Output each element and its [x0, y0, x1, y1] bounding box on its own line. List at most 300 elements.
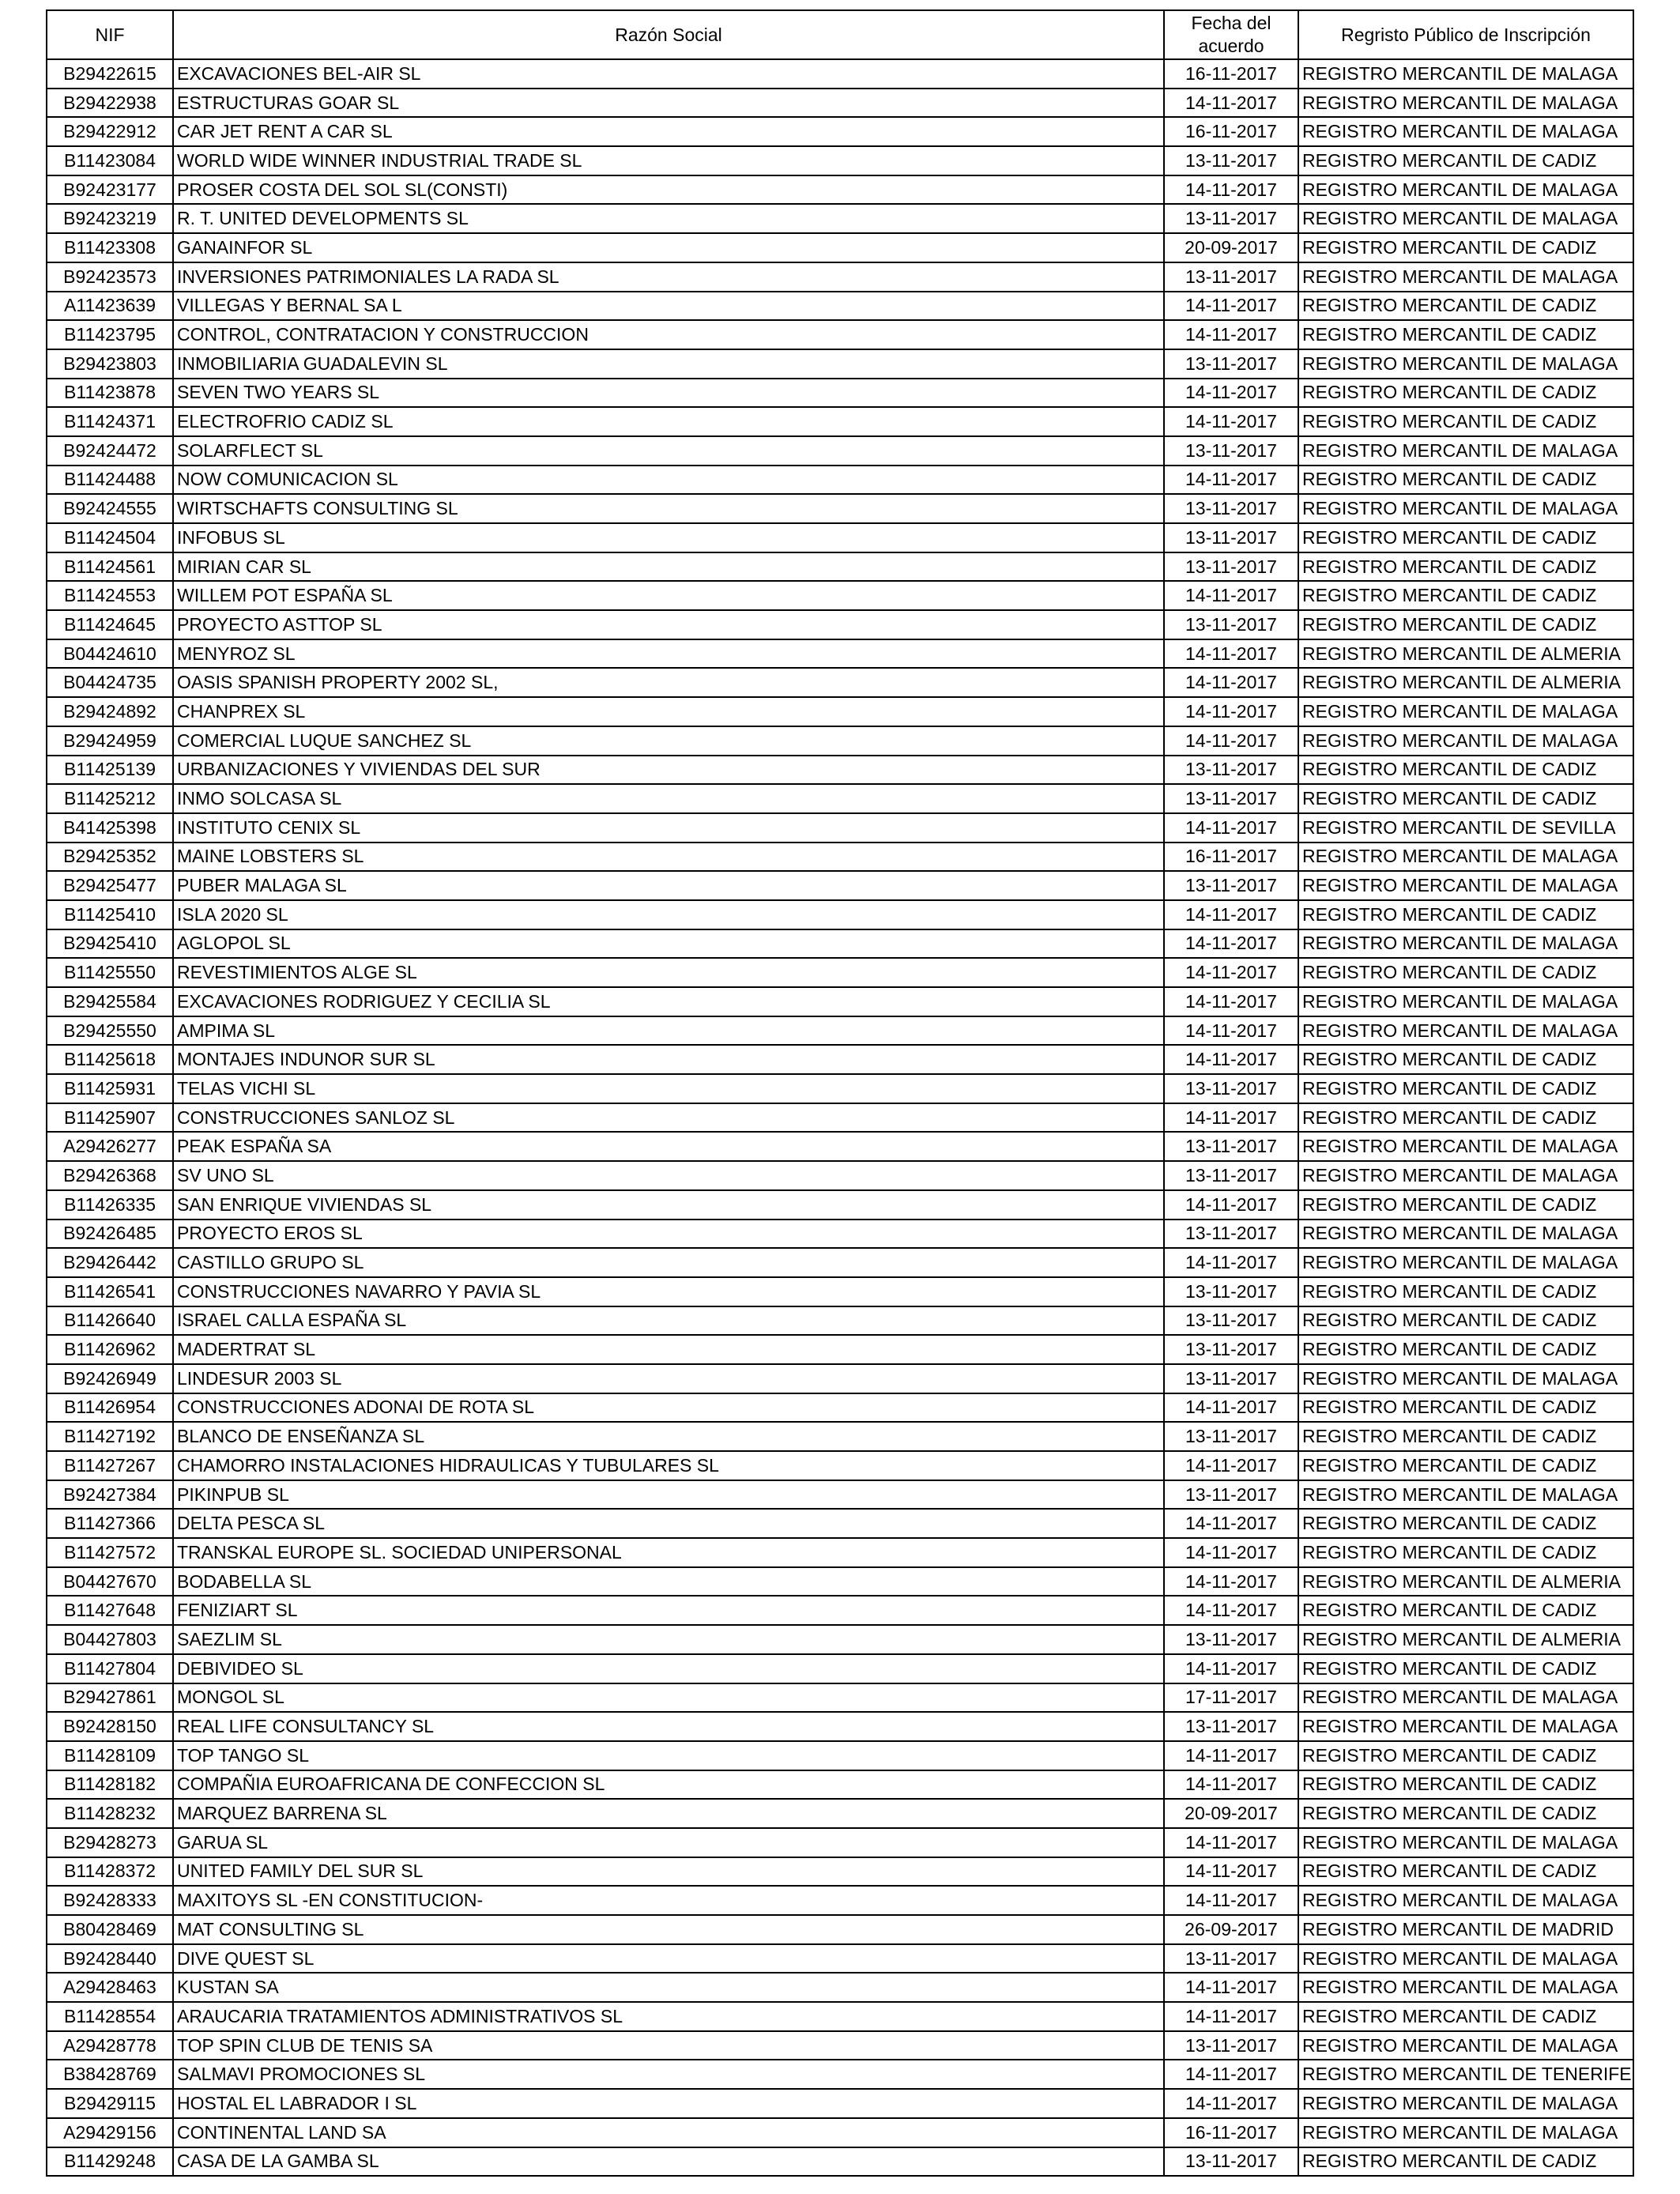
registro-cell: REGISTRO MERCANTIL DE CADIZ [1298, 379, 1633, 408]
fecha-cell: 20-09-2017 [1164, 1799, 1298, 1828]
fecha-cell: 13-11-2017 [1164, 523, 1298, 552]
fecha-cell: 13-11-2017 [1164, 871, 1298, 900]
fecha-cell: 16-11-2017 [1164, 117, 1298, 146]
table-row [47, 1422, 1633, 1451]
nif-cell: B29425352 [47, 843, 173, 872]
fecha-cell: 14-11-2017 [1164, 1045, 1298, 1074]
registro-cell: REGISTRO MERCANTIL DE CADIZ [1298, 1596, 1633, 1625]
registro-cell: REGISTRO MERCANTIL DE MALAGA [1298, 1248, 1633, 1277]
razon-social-cell: CONSTRUCCIONES SANLOZ SL [173, 1103, 1164, 1133]
razon-social-cell: INSTITUTO CENIX SL [173, 813, 1164, 843]
table-row [47, 1625, 1633, 1654]
registro-cell: REGISTRO MERCANTIL DE CADIZ [1298, 320, 1633, 349]
fecha-cell: 13-11-2017 [1164, 494, 1298, 523]
nif-cell: B11423084 [47, 146, 173, 175]
table-row [47, 987, 1633, 1016]
registry-table [46, 9, 1634, 2177]
registro-cell: REGISTRO MERCANTIL DE CADIZ [1298, 1393, 1633, 1423]
table-row [47, 466, 1633, 495]
nif-cell: B11423308 [47, 233, 173, 262]
razon-social-cell: CAR JET RENT A CAR SL [173, 117, 1164, 146]
razon-social-cell: KUSTAN SA [173, 1973, 1164, 2002]
fecha-cell: 13-11-2017 [1164, 1074, 1298, 1103]
table-row [47, 1770, 1633, 1800]
registro-cell: REGISTRO MERCANTIL DE MALAGA [1298, 1712, 1633, 1741]
table-row [47, 1074, 1633, 1103]
razon-social-cell: SALMAVI PROMOCIONES SL [173, 2060, 1164, 2089]
registro-cell: REGISTRO MERCANTIL DE CADIZ [1298, 233, 1633, 262]
razon-social-cell: UNITED FAMILY DEL SUR SL [173, 1857, 1164, 1887]
registro-cell: REGISTRO MERCANTIL DE MALAGA [1298, 1886, 1633, 1915]
nif-cell: B29425410 [47, 929, 173, 959]
nif-cell: B92426949 [47, 1364, 173, 1393]
razon-social-cell: PROYECTO ASTTOP SL [173, 610, 1164, 639]
fecha-cell: 13-11-2017 [1164, 436, 1298, 466]
nif-cell: B11427366 [47, 1509, 173, 1538]
table-row [47, 1828, 1633, 1857]
nif-cell: B11423795 [47, 320, 173, 349]
table-row [47, 1277, 1633, 1306]
registro-cell: REGISTRO MERCANTIL DE CADIZ [1298, 2147, 1633, 2177]
table-row [47, 523, 1633, 552]
registro-cell: REGISTRO MERCANTIL DE SEVILLA [1298, 813, 1633, 843]
nif-cell: B11424645 [47, 610, 173, 639]
registro-cell: REGISTRO MERCANTIL DE CADIZ [1298, 292, 1633, 321]
table-row [47, 1944, 1633, 1973]
fecha-cell: 14-11-2017 [1164, 1567, 1298, 1596]
registro-cell: REGISTRO MERCANTIL DE CADIZ [1298, 466, 1633, 495]
registro-cell: REGISTRO MERCANTIL DE MALAGA [1298, 843, 1633, 872]
nif-cell: B11425907 [47, 1103, 173, 1133]
header-row [47, 10, 1633, 59]
razon-social-cell: SAEZLIM SL [173, 1625, 1164, 1654]
table-row [47, 958, 1633, 987]
nif-cell: B41425398 [47, 813, 173, 843]
razon-social-cell: BODABELLA SL [173, 1567, 1164, 1596]
razon-social-cell: TRANSKAL EUROPE SL. SOCIEDAD UNIPERSONAL [173, 1538, 1164, 1567]
registro-cell: REGISTRO MERCANTIL DE MALAGA [1298, 117, 1633, 146]
table-body [47, 59, 1633, 2176]
registro-cell: REGISTRO MERCANTIL DE MALAGA [1298, 1220, 1633, 1249]
fecha-cell: 14-11-2017 [1164, 697, 1298, 726]
table-row [47, 494, 1633, 523]
fecha-cell: 13-11-2017 [1164, 1944, 1298, 1973]
registro-cell: REGISTRO MERCANTIL DE CADIZ [1298, 1799, 1633, 1828]
nif-cell: B11424488 [47, 466, 173, 495]
nif-cell: B11428554 [47, 2002, 173, 2031]
fecha-cell: 16-11-2017 [1164, 59, 1298, 89]
nif-cell: B11425410 [47, 900, 173, 929]
table-row [47, 2002, 1633, 2031]
registro-cell: REGISTRO MERCANTIL DE MALAGA [1298, 726, 1633, 756]
registro-cell: REGISTRO MERCANTIL DE CADIZ [1298, 1857, 1633, 1887]
nif-cell: B29426442 [47, 1248, 173, 1277]
nif-cell: B92426485 [47, 1220, 173, 1249]
registro-cell: REGISTRO MERCANTIL DE CADIZ [1298, 1741, 1633, 1770]
registro-cell: REGISTRO MERCANTIL DE MALAGA [1298, 1828, 1633, 1857]
fecha-cell: 13-11-2017 [1164, 1161, 1298, 1190]
registro-cell: REGISTRO MERCANTIL DE CADIZ [1298, 1422, 1633, 1451]
table-row [47, 639, 1633, 669]
fecha-cell: 13-11-2017 [1164, 2147, 1298, 2177]
registro-cell: REGISTRO MERCANTIL DE MALAGA [1298, 2118, 1633, 2147]
razon-social-cell: INFOBUS SL [173, 523, 1164, 552]
table-row [47, 2118, 1633, 2147]
table-row [47, 1451, 1633, 1480]
table-row [47, 900, 1633, 929]
fecha-cell: 14-11-2017 [1164, 1190, 1298, 1220]
fecha-cell: 14-11-2017 [1164, 958, 1298, 987]
fecha-cell: 14-11-2017 [1164, 1770, 1298, 1800]
table-row [47, 784, 1633, 813]
razon-social-cell: ELECTROFRIO CADIZ SL [173, 407, 1164, 436]
fecha-cell: 14-11-2017 [1164, 929, 1298, 959]
razon-social-cell: R. T. UNITED DEVELOPMENTS SL [173, 204, 1164, 233]
razon-social-cell: CONSTRUCCIONES ADONAI DE ROTA SL [173, 1393, 1164, 1423]
razon-social-cell: AGLOPOL SL [173, 929, 1164, 959]
razon-social-cell: MENYROZ SL [173, 639, 1164, 669]
table-row [47, 1103, 1633, 1133]
table-row [47, 1306, 1633, 1336]
header-fecha-acuerdo: Fecha del acuerdo [1164, 10, 1298, 59]
nif-cell: B11426954 [47, 1393, 173, 1423]
razon-social-cell: CONTROL, CONTRATACION Y CONSTRUCCION [173, 320, 1164, 349]
razon-social-cell: SEVEN TWO YEARS SL [173, 379, 1164, 408]
nif-cell: B11426541 [47, 1277, 173, 1306]
registro-cell: REGISTRO MERCANTIL DE MALAGA [1298, 494, 1633, 523]
razon-social-cell: CASTILLO GRUPO SL [173, 1248, 1164, 1277]
registro-cell: REGISTRO MERCANTIL DE ALMERIA [1298, 639, 1633, 669]
registro-cell: REGISTRO MERCANTIL DE CADIZ [1298, 407, 1633, 436]
table-row [47, 1886, 1633, 1915]
nif-cell: A29429156 [47, 2118, 173, 2147]
registro-cell: REGISTRO MERCANTIL DE MALAGA [1298, 89, 1633, 118]
razon-social-cell: AMPIMA SL [173, 1016, 1164, 1046]
razon-social-cell: MONTAJES INDUNOR SUR SL [173, 1045, 1164, 1074]
razon-social-cell: PEAK ESPAÑA SA [173, 1132, 1164, 1161]
registro-cell: REGISTRO MERCANTIL DE CADIZ [1298, 1335, 1633, 1364]
registro-cell: REGISTRO MERCANTIL DE MALAGA [1298, 1683, 1633, 1713]
razon-social-cell: GARUA SL [173, 1828, 1164, 1857]
registro-cell: REGISTRO MERCANTIL DE MALAGA [1298, 175, 1633, 205]
nif-cell: B11427572 [47, 1538, 173, 1567]
razon-social-cell: INMOBILIARIA GUADALEVIN SL [173, 349, 1164, 379]
table-row [47, 436, 1633, 466]
fecha-cell: 14-11-2017 [1164, 1828, 1298, 1857]
nif-cell: B11425618 [47, 1045, 173, 1074]
table-row [47, 1509, 1633, 1538]
nif-cell: B11428372 [47, 1857, 173, 1887]
razon-social-cell: DIVE QUEST SL [173, 1944, 1164, 1973]
fecha-cell: 14-11-2017 [1164, 987, 1298, 1016]
table-row [47, 610, 1633, 639]
fecha-cell: 13-11-2017 [1164, 2031, 1298, 2060]
table-row [47, 2031, 1633, 2060]
nif-cell: B92423219 [47, 204, 173, 233]
fecha-cell: 14-11-2017 [1164, 1741, 1298, 1770]
nif-cell: A29426277 [47, 1132, 173, 1161]
fecha-cell: 14-11-2017 [1164, 89, 1298, 118]
fecha-cell: 14-11-2017 [1164, 292, 1298, 321]
nif-cell: B92424555 [47, 494, 173, 523]
table-row [47, 668, 1633, 697]
table-row [47, 1335, 1633, 1364]
registro-cell: REGISTRO MERCANTIL DE ALMERIA [1298, 668, 1633, 697]
fecha-cell: 13-11-2017 [1164, 1712, 1298, 1741]
nif-cell: A29428778 [47, 2031, 173, 2060]
registro-cell: REGISTRO MERCANTIL DE CADIZ [1298, 552, 1633, 582]
fecha-cell: 16-11-2017 [1164, 843, 1298, 872]
table-row [47, 1857, 1633, 1887]
nif-cell: B11424561 [47, 552, 173, 582]
razon-social-cell: CONSTRUCCIONES NAVARRO Y PAVIA SL [173, 1277, 1164, 1306]
table-row [47, 1973, 1633, 2002]
fecha-cell: 14-11-2017 [1164, 668, 1298, 697]
nif-cell: A11423639 [47, 292, 173, 321]
fecha-cell: 14-11-2017 [1164, 639, 1298, 669]
registro-cell: REGISTRO MERCANTIL DE MALAGA [1298, 2031, 1633, 2060]
table-row [47, 379, 1633, 408]
fecha-cell: 13-11-2017 [1164, 1480, 1298, 1510]
nif-cell: B11425931 [47, 1074, 173, 1103]
table-row [47, 1683, 1633, 1713]
razon-social-cell: COMERCIAL LUQUE SANCHEZ SL [173, 726, 1164, 756]
razon-social-cell: TOP SPIN CLUB DE TENIS SA [173, 2031, 1164, 2060]
razon-social-cell: WORLD WIDE WINNER INDUSTRIAL TRADE SL [173, 146, 1164, 175]
fecha-cell: 13-11-2017 [1164, 784, 1298, 813]
table-row [47, 59, 1633, 89]
fecha-cell: 14-11-2017 [1164, 1654, 1298, 1683]
table-row [47, 1248, 1633, 1277]
table-row [47, 1161, 1633, 1190]
nif-cell: B29427861 [47, 1683, 173, 1713]
fecha-cell: 14-11-2017 [1164, 1016, 1298, 1046]
razon-social-cell: INVERSIONES PATRIMONIALES LA RADA SL [173, 262, 1164, 292]
razon-social-cell: WIRTSCHAFTS CONSULTING SL [173, 494, 1164, 523]
nif-cell: B29424959 [47, 726, 173, 756]
table-row [47, 1741, 1633, 1770]
registro-cell: REGISTRO MERCANTIL DE MALAGA [1298, 1132, 1633, 1161]
fecha-cell: 14-11-2017 [1164, 379, 1298, 408]
table-row [47, 1567, 1633, 1596]
table-row [47, 2147, 1633, 2177]
registro-cell: REGISTRO MERCANTIL DE CADIZ [1298, 784, 1633, 813]
registro-cell: REGISTRO MERCANTIL DE CADIZ [1298, 1045, 1633, 1074]
nif-cell: B11423878 [47, 379, 173, 408]
fecha-cell: 14-11-2017 [1164, 900, 1298, 929]
fecha-cell: 14-11-2017 [1164, 175, 1298, 205]
fecha-cell: 13-11-2017 [1164, 1306, 1298, 1336]
razon-social-cell: EXCAVACIONES BEL-AIR SL [173, 59, 1164, 89]
registro-cell: REGISTRO MERCANTIL DE TENERIFE [1298, 2060, 1633, 2089]
razon-social-cell: CASA DE LA GAMBA SL [173, 2147, 1164, 2177]
fecha-cell: 14-11-2017 [1164, 2060, 1298, 2089]
registro-cell: REGISTRO MERCANTIL DE MALAGA [1298, 871, 1633, 900]
table-row [47, 320, 1633, 349]
razon-social-cell: PROSER COSTA DEL SOL SL(CONSTI) [173, 175, 1164, 205]
nif-cell: B29425550 [47, 1016, 173, 1046]
table-row [47, 233, 1633, 262]
table-row [47, 349, 1633, 379]
table-row [47, 1190, 1633, 1220]
razon-social-cell: DELTA PESCA SL [173, 1509, 1164, 1538]
registro-cell: REGISTRO MERCANTIL DE CADIZ [1298, 900, 1633, 929]
fecha-cell: 14-11-2017 [1164, 813, 1298, 843]
nif-cell: B29425477 [47, 871, 173, 900]
nif-cell: B11427192 [47, 1422, 173, 1451]
table-row [47, 1480, 1633, 1510]
fecha-cell: 14-11-2017 [1164, 1248, 1298, 1277]
header-registro: Regristo Público de Inscripción [1298, 10, 1633, 59]
razon-social-cell: MIRIAN CAR SL [173, 552, 1164, 582]
registro-cell: REGISTRO MERCANTIL DE CADIZ [1298, 958, 1633, 987]
registro-cell: REGISTRO MERCANTIL DE CADIZ [1298, 523, 1633, 552]
nif-cell: B11428182 [47, 1770, 173, 1800]
nif-cell: B29423803 [47, 349, 173, 379]
table-row [47, 175, 1633, 205]
nif-cell: B29426368 [47, 1161, 173, 1190]
razon-social-cell: PUBER MALAGA SL [173, 871, 1164, 900]
table-row [47, 1220, 1633, 1249]
registro-cell: REGISTRO MERCANTIL DE MALAGA [1298, 204, 1633, 233]
registro-cell: REGISTRO MERCANTIL DE MALAGA [1298, 1016, 1633, 1046]
fecha-cell: 14-11-2017 [1164, 466, 1298, 495]
fecha-cell: 13-11-2017 [1164, 1277, 1298, 1306]
header-razon-social: Razón Social [173, 10, 1164, 59]
fecha-cell: 13-11-2017 [1164, 552, 1298, 582]
razon-social-cell: WILLEM POT ESPAÑA SL [173, 581, 1164, 610]
registro-cell: REGISTRO MERCANTIL DE CADIZ [1298, 1190, 1633, 1220]
registro-cell: REGISTRO MERCANTIL DE CADIZ [1298, 1074, 1633, 1103]
table-row [47, 1712, 1633, 1741]
nif-cell: B11427804 [47, 1654, 173, 1683]
table-row [47, 726, 1633, 756]
table-row [47, 843, 1633, 872]
razon-social-cell: ISLA 2020 SL [173, 900, 1164, 929]
table-row [47, 1799, 1633, 1828]
nif-cell: B92428440 [47, 1944, 173, 1973]
registro-cell: REGISTRO MERCANTIL DE CADIZ [1298, 581, 1633, 610]
fecha-cell: 13-11-2017 [1164, 1335, 1298, 1364]
fecha-cell: 14-11-2017 [1164, 1103, 1298, 1133]
nif-cell: B11427267 [47, 1451, 173, 1480]
registro-cell: REGISTRO MERCANTIL DE MALAGA [1298, 349, 1633, 379]
razon-social-cell: SOLARFLECT SL [173, 436, 1164, 466]
table-row [47, 2060, 1633, 2089]
razon-social-cell: MADERTRAT SL [173, 1335, 1164, 1364]
registro-cell: REGISTRO MERCANTIL DE MALAGA [1298, 1944, 1633, 1973]
table-row [47, 117, 1633, 146]
razon-social-cell: MARQUEZ BARRENA SL [173, 1799, 1164, 1828]
nif-cell: B04427670 [47, 1567, 173, 1596]
nif-cell: A29428463 [47, 1973, 173, 2002]
razon-social-cell: EXCAVACIONES RODRIGUEZ Y CECILIA SL [173, 987, 1164, 1016]
registro-cell: REGISTRO MERCANTIL DE CADIZ [1298, 2002, 1633, 2031]
registro-cell: REGISTRO MERCANTIL DE CADIZ [1298, 1451, 1633, 1480]
registro-cell: REGISTRO MERCANTIL DE MALAGA [1298, 1480, 1633, 1510]
razon-social-cell: ARAUCARIA TRATAMIENTOS ADMINISTRATIVOS SL [173, 2002, 1164, 2031]
razon-social-cell: OASIS SPANISH PROPERTY 2002 SL, [173, 668, 1164, 697]
nif-cell: B92423177 [47, 175, 173, 205]
registro-cell: REGISTRO MERCANTIL DE CADIZ [1298, 1103, 1633, 1133]
header-nif: NIF [47, 10, 173, 59]
table-row [47, 581, 1633, 610]
table-row [47, 1364, 1633, 1393]
nif-cell: B11425212 [47, 784, 173, 813]
nif-cell: B92424472 [47, 436, 173, 466]
fecha-cell: 14-11-2017 [1164, 1538, 1298, 1567]
nif-cell: B11424553 [47, 581, 173, 610]
nif-cell: B11429248 [47, 2147, 173, 2177]
nif-cell: B11428232 [47, 1799, 173, 1828]
razon-social-cell: CHANPREX SL [173, 697, 1164, 726]
razon-social-cell: URBANIZACIONES Y VIVIENDAS DEL SUR [173, 756, 1164, 785]
nif-cell: B29422912 [47, 117, 173, 146]
table-row [47, 89, 1633, 118]
fecha-cell: 14-11-2017 [1164, 1596, 1298, 1625]
fecha-cell: 14-11-2017 [1164, 407, 1298, 436]
table-row [47, 697, 1633, 726]
table-row [47, 1654, 1633, 1683]
razon-social-cell: SV UNO SL [173, 1161, 1164, 1190]
table-row [47, 1393, 1633, 1423]
table-row [47, 1045, 1633, 1074]
razon-social-cell: TELAS VICHI SL [173, 1074, 1164, 1103]
registro-cell: REGISTRO MERCANTIL DE CADIZ [1298, 756, 1633, 785]
table-row [47, 262, 1633, 292]
razon-social-cell: GANAINFOR SL [173, 233, 1164, 262]
razon-social-cell: REVESTIMIENTOS ALGE SL [173, 958, 1164, 987]
nif-cell: B11426640 [47, 1306, 173, 1336]
razon-social-cell: HOSTAL EL LABRADOR I SL [173, 2089, 1164, 2118]
fecha-cell: 14-11-2017 [1164, 2089, 1298, 2118]
registro-cell: REGISTRO MERCANTIL DE MALAGA [1298, 697, 1633, 726]
registro-cell: REGISTRO MERCANTIL DE ALMERIA [1298, 1567, 1633, 1596]
fecha-cell: 14-11-2017 [1164, 320, 1298, 349]
table-row [47, 2089, 1633, 2118]
fecha-cell: 13-11-2017 [1164, 1364, 1298, 1393]
fecha-cell: 14-11-2017 [1164, 2002, 1298, 2031]
nif-cell: B80428469 [47, 1915, 173, 1944]
razon-social-cell: SAN ENRIQUE VIVIENDAS SL [173, 1190, 1164, 1220]
nif-cell: B11425550 [47, 958, 173, 987]
registro-cell: REGISTRO MERCANTIL DE MALAGA [1298, 59, 1633, 89]
fecha-cell: 14-11-2017 [1164, 1973, 1298, 2002]
nif-cell: B11428109 [47, 1741, 173, 1770]
fecha-cell: 14-11-2017 [1164, 581, 1298, 610]
nif-cell: B29422615 [47, 59, 173, 89]
table-row [47, 1016, 1633, 1046]
registro-cell: REGISTRO MERCANTIL DE MADRID [1298, 1915, 1633, 1944]
nif-cell: B11426335 [47, 1190, 173, 1220]
table-row [47, 929, 1633, 959]
fecha-cell: 20-09-2017 [1164, 233, 1298, 262]
nif-cell: B92423573 [47, 262, 173, 292]
fecha-cell: 13-11-2017 [1164, 1132, 1298, 1161]
nif-cell: B92427384 [47, 1480, 173, 1510]
fecha-cell: 13-11-2017 [1164, 349, 1298, 379]
nif-cell: B29424892 [47, 697, 173, 726]
razon-social-cell: INMO SOLCASA SL [173, 784, 1164, 813]
registro-cell: REGISTRO MERCANTIL DE ALMERIA [1298, 1625, 1633, 1654]
fecha-cell: 14-11-2017 [1164, 1451, 1298, 1480]
fecha-cell: 13-11-2017 [1164, 1422, 1298, 1451]
nif-cell: B29425584 [47, 987, 173, 1016]
razon-social-cell: MAXITOYS SL -EN CONSTITUCION- [173, 1886, 1164, 1915]
razon-social-cell: PIKINPUB SL [173, 1480, 1164, 1510]
fecha-cell: 14-11-2017 [1164, 726, 1298, 756]
razon-social-cell: MONGOL SL [173, 1683, 1164, 1713]
